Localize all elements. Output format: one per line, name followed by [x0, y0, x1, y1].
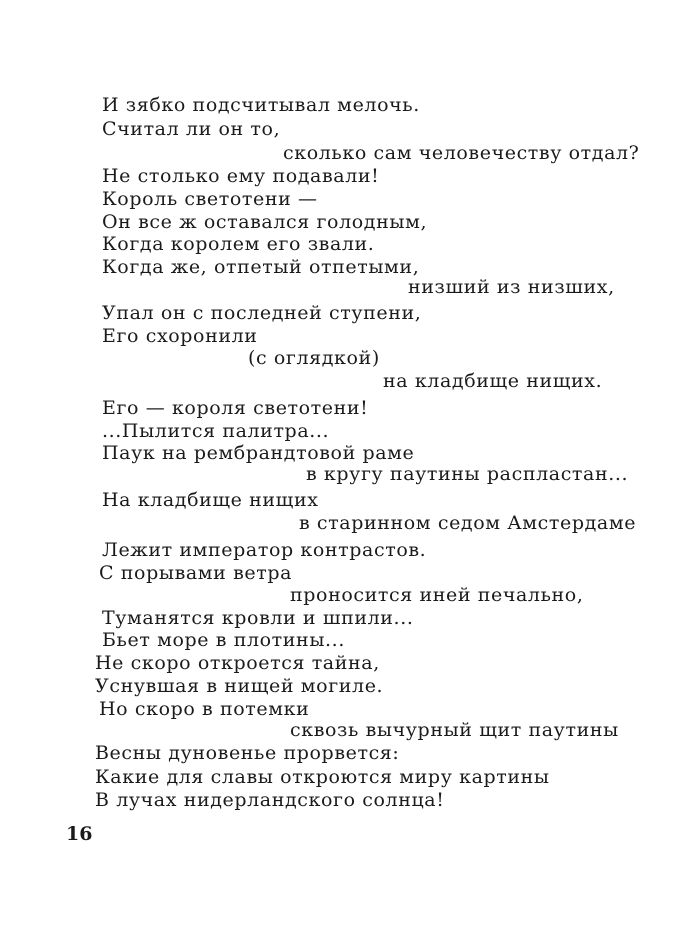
- poem-line: Но скоро в потемки: [99, 698, 310, 720]
- poem-line: Когда же, отпетый отпетыми,: [102, 256, 420, 278]
- poem-line: сколько сам человечеству отдал?: [283, 142, 640, 164]
- poem-line: в кругу паутины распластан...: [306, 463, 629, 485]
- poem-line: Не столько ему подавали!: [102, 165, 380, 187]
- poem-line: С порывами ветра: [99, 562, 293, 584]
- poem-line: ...Пылится палитра...: [102, 420, 330, 442]
- poem-line: на кладбище нищих.: [383, 370, 603, 392]
- poem-line: Какие для славы откроются миру картины: [95, 766, 550, 788]
- poem-line: проносится иней печально,: [290, 584, 584, 606]
- poem-line: На кладбище нищих: [102, 489, 319, 511]
- poem-line: Уснувшая в нищей могиле.: [95, 675, 384, 697]
- poem-line: Не скоро откроется тайна,: [95, 652, 380, 674]
- poem-line: В лучах нидерландского солнца!: [95, 789, 445, 811]
- poem-line: низший из низших,: [408, 276, 615, 298]
- poem-line: Лежит император контрастов.: [102, 539, 427, 561]
- poem-line: в старинном седом Амстердаме: [299, 512, 637, 534]
- poem-line: сквозь вычурный щит паутины: [290, 719, 619, 741]
- poem-line: (с оглядкой): [248, 347, 380, 369]
- poem-line: Бьет море в плотины...: [102, 629, 345, 651]
- poem-line: Когда королем его звали.: [102, 233, 375, 255]
- poem-line: Считал ли он то,: [102, 118, 281, 140]
- poem-line: Король светотени —: [102, 188, 318, 210]
- poem-line: Паук на рембрандтовой раме: [102, 442, 415, 464]
- poem-line: Весны дуновенье прорвется:: [95, 742, 400, 764]
- poem-line: Он все ж оставался голодным,: [102, 211, 428, 233]
- poem-line: И зябко подсчитывал мелочь.: [102, 94, 420, 116]
- poem-line: Его схоронили: [102, 325, 258, 347]
- poem-line: Туманятся кровли и шпили...: [102, 607, 414, 629]
- poem-line: Упал он с последней ступени,: [102, 302, 422, 324]
- page-number: 16: [66, 823, 93, 845]
- poem-line: Его — короля светотени!: [102, 397, 369, 419]
